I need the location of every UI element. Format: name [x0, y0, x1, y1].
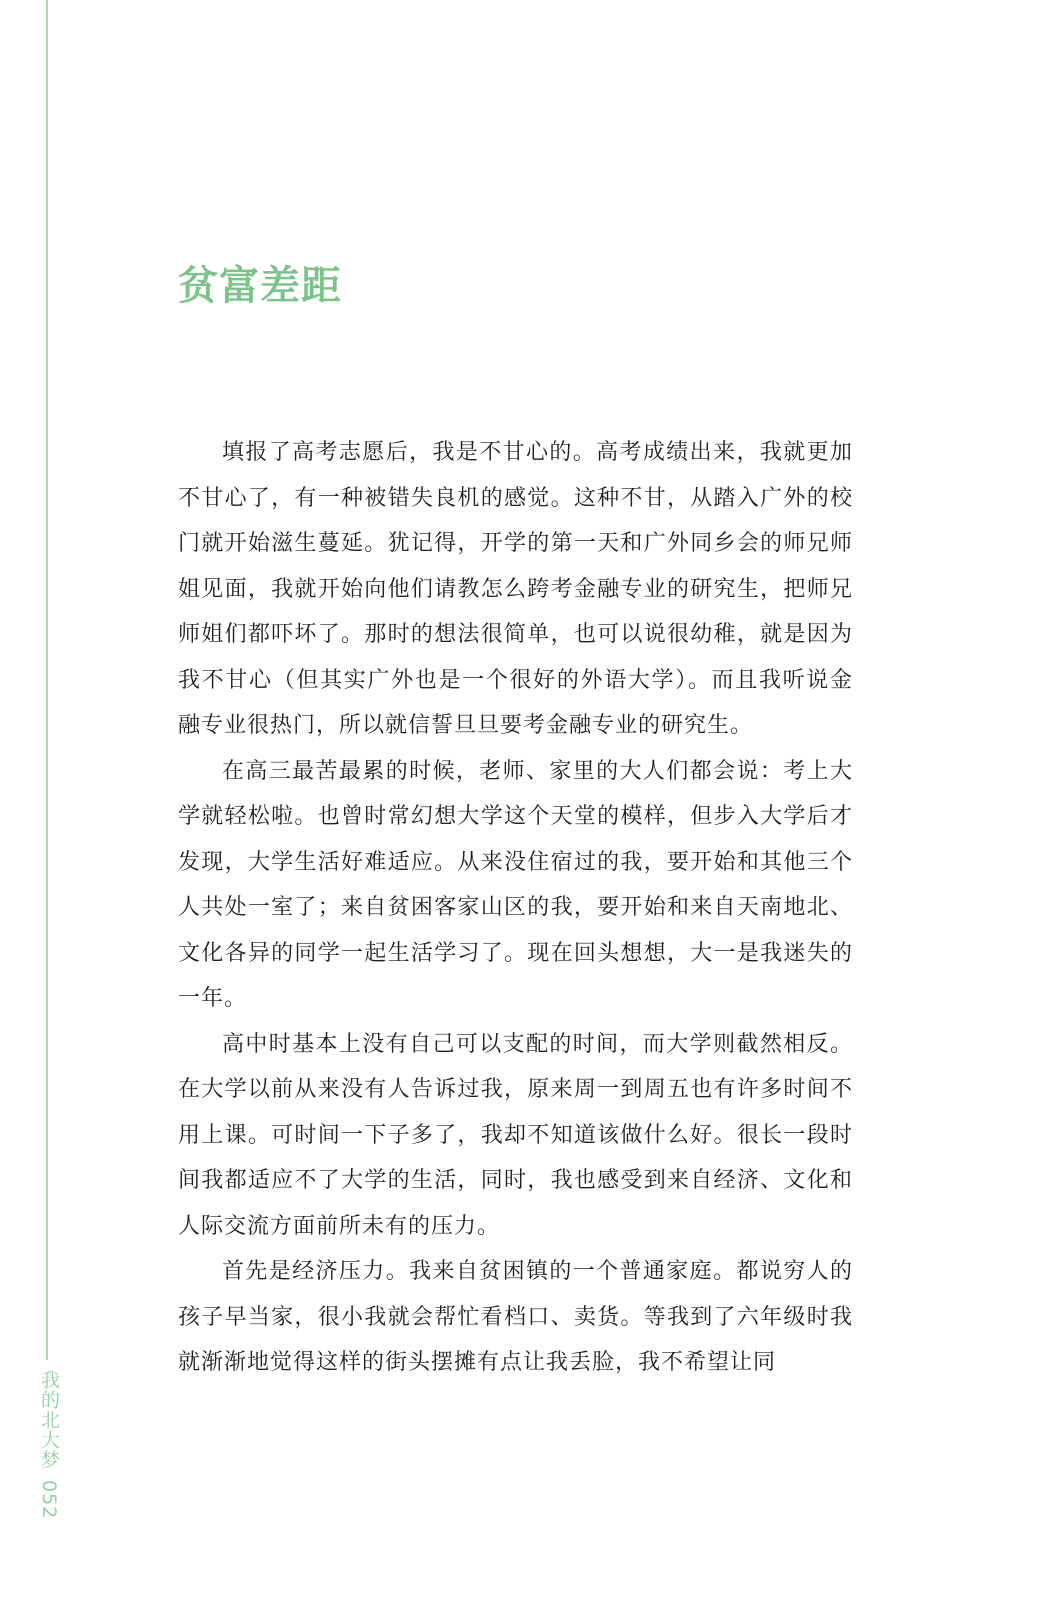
page-number: 052 — [38, 1480, 60, 1520]
paragraph: 填报了高考志愿后，我是不甘心的。高考成绩出来，我就更加不甘心了，有一种被错失良机的感觉。这种不甘，从踏入广外的校门就开始滋生蔓延。犹记得，开学的第一天和广外同乡会的师兄师姐见面，我就开始向他们请教怎么跨考金融专业的研究生，把师兄师姐们都吓坏了。那时的想法很简单，也可以说很幼稚，就是因为我不甘心（但其实广外也是一个很好的外语大学）。而且我听说金融专业很热门，所以就信誓旦旦要考金融专业的研究生。 — [178, 440, 853, 738]
chapter-title: 贫富差距 — [178, 262, 342, 309]
paragraph: 在高三最苦最累的时候，老师、家里的大人们都会说：考上大学就轻松啦。也曾时常幻想大学这个天堂的模样，但步入大学后才发现，大学生活好难适应。从来没住宿过的我，要开始和其他三个人共处一室了；来自贫困客家山区的我，要开始和来自天南地北、文化各异的同学一起生活学习了。现在回头想想，大一是我迷失的一年。 — [178, 758, 853, 1011]
body-text — [178, 430, 853, 1386]
book-title: 我的北大梦 — [38, 1370, 60, 1470]
paragraph: 高中时基本上没有自己可以支配的时间，而大学则截然相反。在大学以前从来没有人告诉过我，原来周一到周五也有许多时间不用上课。可时间一下子多了，我却不知道该做什么好。很长一段时间我都适应不了大学的生活，同时，我也感受到来自经济、文化和人际交流方面前所未有的压力。 — [178, 1031, 853, 1239]
running-head — [37, 1370, 59, 1519]
paragraph: 首先是经济压力。我来自贫困镇的一个普通家庭。都说穷人的孩子早当家，很小我就会帮忙看档口、卖货。等我到了六年级时我就渐渐地觉得这样的街头摆摊有点让我丢脸，我不希望让同 — [178, 1259, 853, 1375]
margin-rule — [46, 0, 48, 1360]
